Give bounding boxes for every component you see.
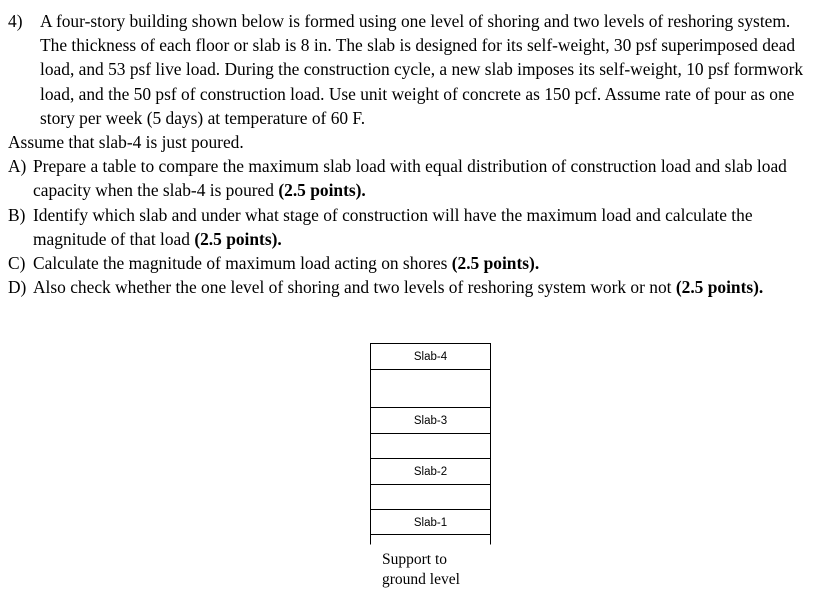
part-b-text: Identify which slab and under what stage of construction will have the maximum load and calculate the magnitude of that load xyxy=(33,204,753,249)
question-4 xyxy=(8,9,814,299)
part-a-points: (2.5 points). xyxy=(278,180,366,201)
story-4-box xyxy=(371,370,491,408)
part-a-text: Prepare a table to compare the maximum slab load with equal distribution of construction load and slab load capacity when the slab-4 is poured xyxy=(33,156,787,201)
support-label-line-2: ground level xyxy=(382,570,460,588)
part-c-letter: C) xyxy=(8,253,26,274)
story-3-box xyxy=(371,434,491,459)
part-c-points: (2.5 points). xyxy=(451,253,540,274)
part-d-text: Also check whether the one level of shoring and two levels of reshoring system work or not xyxy=(33,277,676,298)
building-diagram xyxy=(370,343,491,545)
assumption-text: Assume that slab-4 is just poured. xyxy=(8,132,244,153)
part-a-letter: A) xyxy=(8,156,27,177)
part-b-points: (2.5 points). xyxy=(194,228,282,249)
support-label xyxy=(382,550,460,589)
slab-4-label: Slab-4 xyxy=(413,351,448,363)
part-b-letter: B) xyxy=(8,204,26,225)
support-label-line-1: Support to xyxy=(382,551,448,568)
part-c xyxy=(8,251,814,275)
slab-1-label: Slab-1 xyxy=(413,517,448,529)
question-stem xyxy=(8,9,814,130)
slab-2-label: Slab-2 xyxy=(413,466,448,478)
part-d-points: (2.5 points). xyxy=(675,277,764,298)
part-c-text: Calculate the magnitude of maximum load acting on shores xyxy=(33,253,452,274)
story-2-box xyxy=(371,485,491,510)
question-stem-text: A four-story building shown below is formed using one level of shoring and two levels of reshoring system. The thickness of each floor or slab is 8 in. The slab is designed for its self-weight, 30 psf superimposed dead load, and 53 psf live load. During the construction cycle, a new slab imposes its self-weight, 10 psf formwork load, and the 50 psf of construction load. Use unit weight of concrete as 150 pcf. Assume rate of pour as one story per week (5 days) at temperature of 60 F. xyxy=(40,11,804,128)
part-b xyxy=(8,203,814,251)
part-d xyxy=(8,275,814,299)
slab-3-label: Slab-3 xyxy=(413,415,448,427)
part-a xyxy=(8,154,814,202)
question-number: 4) xyxy=(8,11,23,31)
part-d-letter: D) xyxy=(8,277,27,298)
